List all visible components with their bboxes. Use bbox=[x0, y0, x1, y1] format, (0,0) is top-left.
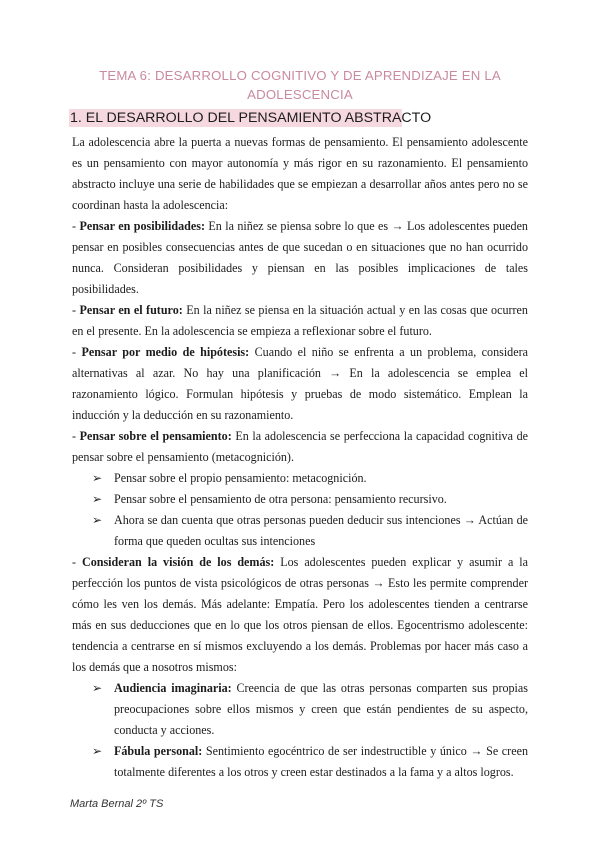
item-possibilities bbox=[72, 216, 528, 300]
bullet-text: Pensar sobre el pensamiento de otra persona: pensamiento recursivo. bbox=[114, 492, 447, 506]
item-hypothesis bbox=[72, 342, 528, 426]
item-prefix: - bbox=[72, 303, 80, 317]
arrow-bullet-icon: ➢ bbox=[92, 513, 103, 527]
item-text: En la niñez se piensa sobre lo que es → Los adolescentes pueden pensar en posibles consecuencias antes de que sucedan o en situaciones que no han ocurrido nunca. Consideran posibilidades y piensan en las posibles implicaciones de tales posibilidades. bbox=[72, 219, 528, 296]
item-prefix: - bbox=[72, 555, 82, 569]
arrow-bullet-icon: ➢ bbox=[92, 492, 103, 506]
arrow-bullet-icon: ➢ bbox=[92, 681, 103, 695]
item-text: Los adolescentes pueden explicar y asumir a la perfección los puntos de vista psicológicos de otras personas → Esto les permite comprender cómo les ven los demás. Más adelante: Empatía. Pero los adolescentes tienden a centrarse más en sus deducciones que en lo que los otros piensan de ellos. Egocentrismo adolescente: tendencia a centrarse en sí mismos excluyendo a los demás. Problemas por hacer más caso a los demás que a nosotros mismos: bbox=[72, 555, 528, 674]
bullet-text: Pensar sobre el propio pensamiento: metacognición. bbox=[114, 471, 367, 485]
bullet-term: Fábula personal: bbox=[114, 744, 203, 758]
item-prefix: - bbox=[72, 345, 82, 359]
intro-paragraph bbox=[72, 132, 528, 216]
item-others-view bbox=[72, 552, 528, 678]
item-term: Pensar en posibilidades: bbox=[79, 219, 205, 233]
intro-text: La adolescencia abre la puerta a nuevas formas de pensamiento. El pensamiento adolescente es un pensamiento con mayor autonomía y más rigor en su razonamiento. El pensamiento abstracto incluye una serie de habilidades que se empiezan a desarrollar años antes pero no se coordinan hasta la adolescencia: bbox=[72, 135, 528, 212]
item-text: En la adolescencia se perfecciona la capacidad cognitiva de pensar sobre el pensamiento (metacognición). bbox=[72, 429, 528, 464]
item-text: Cuando el niño se enfrenta a un problema, considera alternativas al azar. No hay una planificación → En la adolescencia se emplea el razonamiento lógico. Formulan hipótesis y pruebas de modo sistemático. Emplean la inducción y la deducción en su razonamiento. bbox=[72, 345, 528, 422]
item-term: Pensar sobre el pensamiento: bbox=[79, 429, 232, 443]
item-text: En la niñez se piensa en la situación actual y en las cosas que ocurren en el presente. En la adolescencia se empieza a reflexionar sobre el futuro. bbox=[72, 303, 528, 338]
thinking-bullet bbox=[92, 468, 528, 489]
ego-bullet bbox=[92, 741, 528, 783]
item-term: Pensar en el futuro: bbox=[79, 303, 183, 317]
bullet-text: Sentimiento egocéntrico de ser indestructible y único → Se creen totalmente diferentes a los otros y creen estar destinados a la fama y a altos logros. bbox=[114, 744, 528, 779]
section-heading: 1. EL DESARROLLO DEL PENSAMIENTO ABSTRACTO bbox=[70, 110, 432, 126]
bullet-text: Ahora se dan cuenta que otras personas pueden deducir sus intenciones → Actúan de forma que queden ocultas sus intenciones bbox=[114, 513, 528, 548]
arrow-bullet-icon: ➢ bbox=[92, 744, 103, 758]
ego-bullet bbox=[92, 678, 528, 741]
bullet-text: Creencia de que las otras personas comparten sus propias preocupaciones sobre ellos mismos y creen que están pendientes de su aspecto, conducta y acciones. bbox=[114, 681, 528, 737]
item-future bbox=[72, 300, 528, 342]
arrow-bullet-icon: ➢ bbox=[92, 471, 103, 485]
footer-author: Marta Bernal 2º TS bbox=[70, 798, 164, 810]
thinking-bullet bbox=[92, 510, 528, 552]
document-title: TEMA 6: DESARROLLO COGNITIVO Y DE APRENDIZAJE EN LA ADOLESCENCIA bbox=[99, 68, 501, 102]
item-prefix: - bbox=[72, 219, 80, 233]
item-term: Pensar por medio de hipótesis: bbox=[81, 345, 250, 359]
bullet-term: Audiencia imaginaria: bbox=[114, 681, 232, 695]
item-term: Consideran la visión de los demás: bbox=[81, 555, 275, 569]
thinking-bullet bbox=[92, 489, 528, 510]
item-thinking bbox=[72, 426, 528, 468]
item-prefix: - bbox=[72, 429, 80, 443]
